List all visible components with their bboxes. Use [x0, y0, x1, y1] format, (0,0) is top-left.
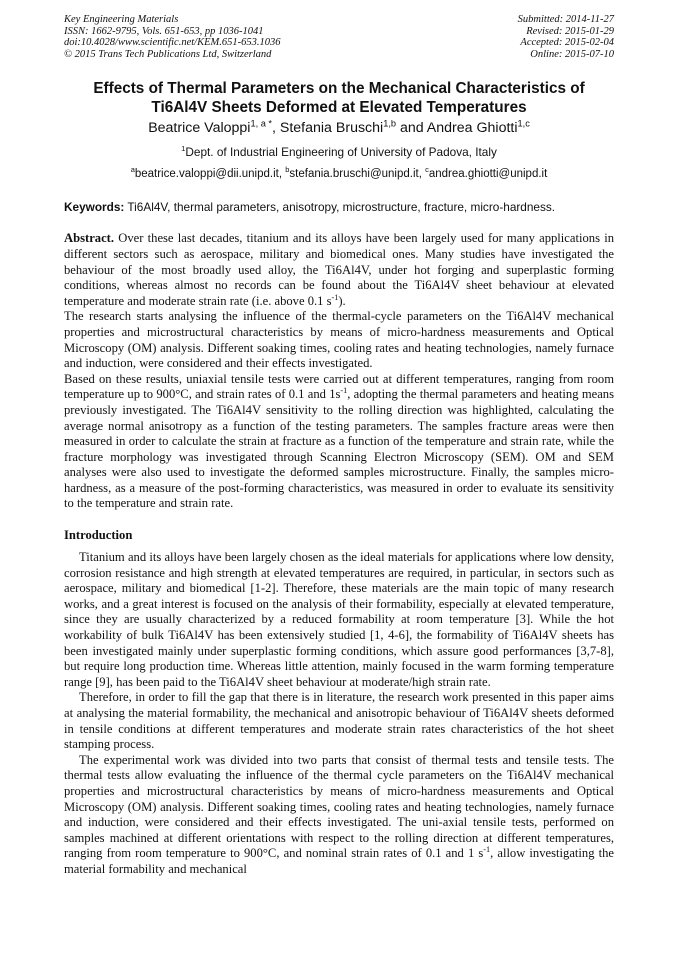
paper-title	[64, 79, 614, 117]
author-1: Beatrice Valoppi	[148, 120, 251, 137]
intro-paragraph-2: Therefore, in order to fill the gap that there is in literature, the research work presented in this paper aims at analysing the material formability, the mechanical and anisotropic behaviour of Ti6Al4V sheets deformed in tensile conditions at different temperatures and moderate strain rates characteristics of the hot sheet stamping process.	[64, 690, 614, 752]
email-a[interactable]: beatrice.valoppi@dii.unipd.it,	[134, 168, 286, 181]
title-line-1: Effects of Thermal Parameters on the Mechanical Characteristics of	[93, 80, 585, 98]
author-2-affil: 1,b	[383, 118, 397, 129]
superscript: -1	[483, 845, 491, 855]
affiliation-mark: 1	[181, 144, 186, 154]
intro-text: , allow investigating the material formability and mechanical	[64, 846, 614, 876]
abstract-text: Based on these results, uniaxial tensile tests were carried out at different temperatures, ranging from room temperature up to 900°C, and strain rates of 0.1 and 1s	[64, 371, 614, 402]
author-3-affil: 1,c	[517, 118, 530, 129]
revised-date: Revised: 2015-01-29	[526, 25, 614, 37]
keywords-label: Keywords:	[64, 200, 125, 215]
author-3: Andrea Ghiotti	[426, 120, 518, 137]
copyright: © 2015 Trans Tech Publications Ltd, Switzerland	[64, 48, 272, 60]
title-line-2: Ti6Al4V Sheets Deformed at Elevated Temperatures	[151, 99, 527, 117]
keywords	[64, 200, 614, 215]
introduction-section	[64, 550, 614, 877]
email-mark-b: b	[285, 165, 290, 175]
abstract-text: ).	[338, 293, 346, 308]
author-2: Stefania Bruschi	[279, 120, 384, 137]
keywords-text: Ti6Al4V, thermal parameters, anisotropy, microstructure, fracture, micro-hardness.	[124, 200, 556, 215]
online-date: Online: 2015-07-10	[530, 48, 614, 60]
abstract-label: Abstract.	[64, 231, 115, 246]
intro-paragraph-3	[64, 753, 614, 878]
author-1-affil: 1, a *	[250, 118, 272, 129]
publication-info	[64, 14, 281, 60]
doi[interactable]: doi:10.4028/www.scientific.net/KEM.651-653.1036	[64, 37, 281, 49]
intro-paragraph-1: Titanium and its alloys have been largely chosen as the ideal materials for applications where low density, corrosion resistance and high strength at elevated temperatures are required, in particular, in sectors such as aerospace, military and biomedical [1-2]. Therefore, these materials are the main topic of many research works, and a great interest is focused on the analysis of their formability, especially at elevated temperature, since they are usually characterized by a reduced formability at room temperature [3]. While the hot workability of bulk Ti6Al4V has been extensively studied [1, 4-6], the formability of Ti6Al4V sheets has been investigated mainly under superplastic forming conditions, which assure good performances [3,7-8], but require long production time. Whereas little attention, mainly focused in the warm forming temperature range [9], has been paid to the Ti6Al4V sheet behaviour at moderate/high strain rate.	[64, 550, 614, 689]
accepted-date: Accepted: 2015-02-04	[520, 37, 614, 49]
affiliation-text: Dept. of Industrial Engineering of University of Padova, Italy	[185, 145, 497, 160]
email-b[interactable]: stefania.bruschi@unipd.it,	[289, 168, 426, 181]
abstract	[64, 231, 614, 512]
submitted-date: Submitted: 2014-11-27	[517, 14, 614, 25]
author-separator: ,	[271, 120, 280, 137]
section-heading-introduction: Introduction	[64, 528, 133, 543]
author-separator: and	[396, 120, 427, 137]
intro-text: The experimental work was divided into two parts that consist of thermal tests and tensile tests. The thermal tests allow evaluating the influence of the thermal cycle parameters on the Ti6Al4V mechanical properties and microstructural characteristics by means of micro-hardness measurements and Optical Microscopy (OM) analysis. Different soaking times, cooling rates and heating technologies, namely furnace and induction, were considered and their effects investigated. The uni-axial tensile tests, performed on samples machined at different orientations with respect to the rolling direction at different temperatures, ranging from room temperature to 900°C, and nominal strain rates of 0.1 and 1 s	[64, 752, 614, 861]
superscript: -1	[331, 292, 339, 302]
abstract-paragraph-2: The research starts analysing the influence of the thermal-cycle parameters on the Ti6Al4V mechanical properties and microstructural characteristics by means of micro-hardness measurements and Optical Microscopy (OM) analysis. Different soaking times, cooling rates and heating technologies, namely furnace and induction, were considered and their effects investigated.	[64, 309, 614, 371]
issn: ISSN: 1662-9795, Vols. 651-653, pp 1036-1041	[64, 25, 264, 37]
journal-header	[64, 14, 614, 60]
publication-dates	[518, 14, 614, 60]
abstract-paragraph-1	[64, 231, 614, 309]
abstract-paragraph-3	[64, 372, 614, 512]
journal-name: Key Engineering Materials	[64, 14, 179, 25]
superscript: -1	[340, 386, 348, 396]
affiliation	[64, 145, 614, 160]
email-c[interactable]: andrea.ghiotti@unipd.it	[428, 168, 548, 181]
email-mark-a: a	[130, 165, 135, 175]
abstract-text: Over these last decades, titanium and its alloys have been largely used for many applications in different sectors such as aerospace, military and biomedical ones. Many studies have investigated the behaviour of the most broadly used alloy, the Ti6Al4V, under hot forging and superplastic forming conditions, whereas almost no records can be found about the Ti6Al4V sheet behaviour at elevated temperature and moderate strain rate (i.e. above 0.1 s	[64, 231, 614, 308]
author-list	[64, 119, 614, 138]
email-mark-c: c	[425, 165, 429, 175]
author-emails	[64, 167, 614, 182]
abstract-text: , adopting the thermal parameters and heating means previously investigated. The Ti6Al4V sensitivity to the rolling direction was highlighted, calculating the average normal anisotropy as a function of the testing parameters. The samples fracture areas were then measured in order to calculate the strain at fracture as a function of the temperature and strain rate, while the fracture morphology was investigated through Scanning Electron Microscopy (SEM). OM and SEM analyses were also used to investigate the deformed samples microstructure. Finally, the samples micro-hardness, as a measure of the post-forming characteristics, was measured in order to evaluate its sensitivity to the temperature and strain rate.	[64, 387, 614, 511]
paper-page	[64, 14, 614, 878]
